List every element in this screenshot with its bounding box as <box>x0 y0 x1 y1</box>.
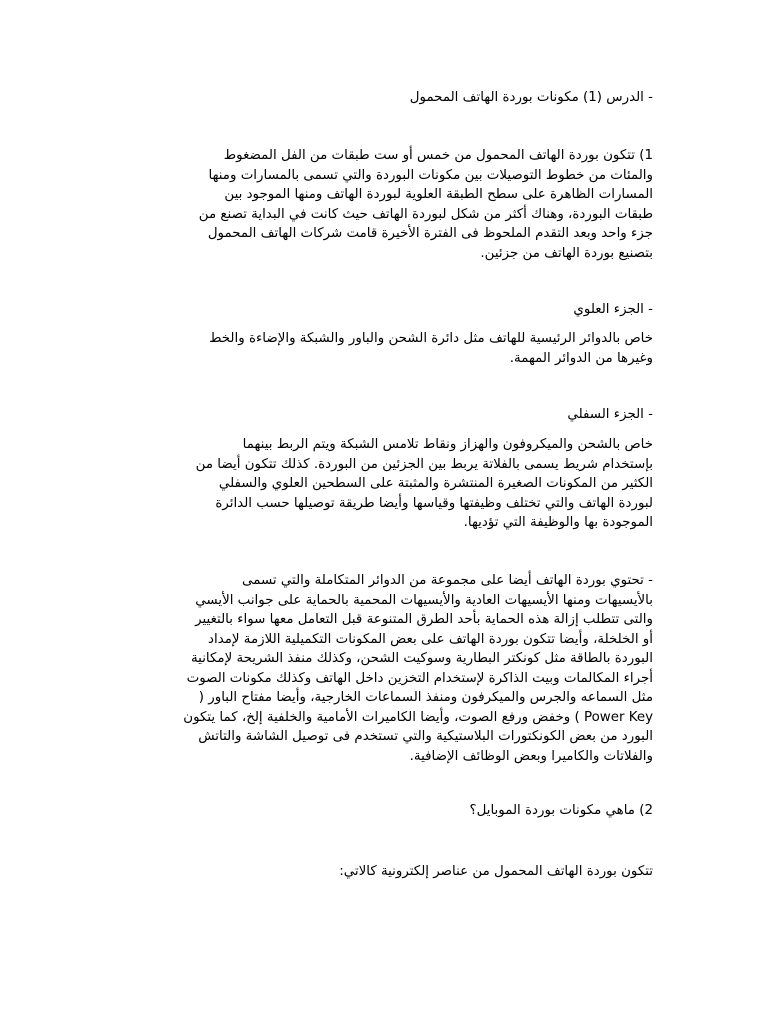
paragraph-line: خاص بالشحن والميكروفون والهزاز ونقاط تلامس الشبكة ويتم الربط بينهما <box>242 437 653 452</box>
paragraph-line: البوردة بالطاقة مثل كونكتر البطارية وسوكيت الشحن، وكذلك منفذ الشريحة لإمكانية <box>190 651 653 666</box>
paragraph-line: طبقات البوردة، وهناك أكثر من شكل لبوردة الهاتف حيث كانت في البداية تصنع من <box>198 206 653 222</box>
paragraph-line: بالأيسيهات ومنها الأيسيهات العادية والأيسيهات المحمية بالحماية على جوانب الأيسي <box>195 592 653 608</box>
upper-part-heading <box>573 300 653 320</box>
paragraph-line: وغيرها من الدوائر المهمة. <box>509 350 653 366</box>
paragraph-line: الموجودة بها والوظيفة التي تؤديها. <box>463 515 653 530</box>
paragraph-line: والفلاتات والكاميرا وبعض الوظائف الإضافية. <box>409 748 653 764</box>
paragraph-line: - تحتوي بوردة الهاتف أيضا على مجموعة من الدوائر المتكاملة والتي تسمى <box>242 573 653 588</box>
answer-2-intro <box>339 862 653 882</box>
answer-2-intro-text: تتكون بوردة الهاتف المحمول من عناصر إلكترونية كالاتي: <box>339 864 653 879</box>
paragraph-line: البورد من بعض الكونكتورات البلاستيكية والتي تستخدم فى توصيل الشاشة والتاتش <box>198 729 653 744</box>
paragraph-line: بإستخدام شريط يسمى بالفلاتة يربط بين الجزئين من البوردة. كذلك تتكون أيضا من <box>195 456 653 472</box>
lower-part-heading <box>567 405 653 425</box>
paragraph-line: والمئات من خطوط التوصيلات بين مكونات البوردة والتي تسمى بالمسارات ومنها <box>208 167 653 183</box>
question-2-text: 2) ماهي مكونات بوردة الموبايل؟ <box>469 803 653 818</box>
paragraph-line: 1) تتكون بوردة الهاتف المحمول من خمس أو ست طبقات من الفل المضغوط <box>223 148 653 163</box>
question-2 <box>470 801 654 821</box>
paragraph-line: أو الخلخلة، وأيضا تتكون بوردة الهاتف على بعض المكونات التكميلية اللازمة لإمداد <box>208 631 653 647</box>
paragraph-line: المسارات الظاهرة على سطح الطبقة العلوية لبوردة الهاتف ومنها الموجود بين <box>224 187 653 202</box>
lower-part-heading-text: - الجزء السفلي <box>567 407 653 422</box>
paragraph-line: والتى تتطلب إزالة هذه الحماية بأحد الطرق المتنوعة قبل التعامل معها سواء بالتغيير <box>195 612 653 627</box>
integrated-circuits-paragraph <box>183 571 653 766</box>
paragraph-line: مثل السماعه والجرس والميكرفون ومنفذ السماعات الخارجية، وأيضا مفتاح الباور ( <box>198 690 653 705</box>
paragraph-line: الكثير من المكونات الصغيرة المنتشرة والمثبتة على السطحين العلوي والسفلي <box>218 476 653 491</box>
paragraph-line: جزء واحد وبعد التقدم الملحوظ فى الفترة الأخيرة قامت شركات الهاتف المحمول <box>207 226 653 241</box>
lower-part-paragraph <box>196 435 653 533</box>
upper-part-heading-text: - الجزء العلوي <box>573 302 653 317</box>
lesson-title-text: - الدرس (1) مكونات بوردة الهاتف المحمول <box>409 90 653 105</box>
paragraph-board-layers <box>199 146 653 263</box>
paragraph-line: Power Key ) وخفض ورفع الصوت، وأيضا الكاميرات الأمامية والخلفية إلخ، كما يتكون <box>183 709 653 725</box>
upper-part-paragraph <box>209 329 653 368</box>
paragraph-line: بتصنيع بوردة الهاتف من جزئين. <box>480 245 653 261</box>
paragraph-line: لبوردة الهاتف والتي تختلف وظيفتها وقياسها وأيضا طريقة توصيلها حسب الدائرة <box>215 495 653 511</box>
lesson-title <box>410 88 653 108</box>
paragraph-line: أجراء المكالمات وبيت الذاكرة لإستخدام التخزين داخل الهاتف وكذلك مكونات الصوت <box>186 670 653 686</box>
paragraph-line: خاص بالدوائر الرئيسية للهاتف مثل دائرة الشحن والباور والشبكة والإضاءة والخط <box>209 331 653 346</box>
